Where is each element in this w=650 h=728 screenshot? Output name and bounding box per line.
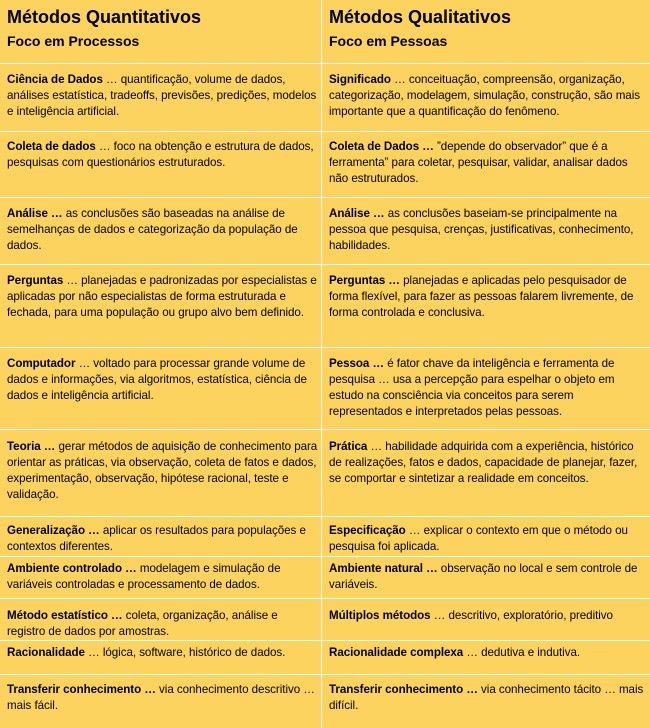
row-divider <box>0 429 650 430</box>
row-divider <box>0 674 650 675</box>
table-cell-left: Método estatístico … coleta, organização, análise e registro de dados por amostras. <box>7 609 278 638</box>
table-cell-left: Teoria … gerar métodos de aquisição de conhecimento para orientar as práticas, via observação, coleta de fatos e dados, experimentação, observação, hipótese racional, teste e validação. <box>7 440 318 501</box>
table-cell-right: Pessoa … é fator chave da inteligência e ferramenta de pesquisa … usa a percepção para espelhar o objeto em estudo na consciência via conceitos para serem representados e interpretados pelas pessoas. <box>329 357 615 418</box>
table-cell-left: Computador … voltado para processar grande volume de dados e informações, via algoritmos, estatística, ciência de dados e inteligência artificial. <box>7 357 307 402</box>
table-cell-right: Racionalidade complexa … dedutiva e indutiva. <box>329 646 581 659</box>
table-cell-right: Múltiplos métodos … descritivo, exploratório, preditivo <box>329 609 613 622</box>
table-cell-left: Transferir conhecimento … via conhecimento descritivo … mais fácil. <box>7 683 315 712</box>
row-divider <box>0 131 650 132</box>
table-cell-right: Transferir conhecimento … via conhecimento tácito … mais difícil. <box>329 683 644 712</box>
row-divider <box>0 556 650 557</box>
table-cell-right: Especificação … explicar o contexto em que o método ou pesquisa foi aplicada. <box>329 524 628 553</box>
right-column-title: Métodos Qualitativos <box>329 7 512 27</box>
row-divider <box>0 197 650 198</box>
left-column-subtitle: Foco em Processos <box>7 33 140 49</box>
table-cell-left: Análise … as conclusões são baseadas na análise de semelhanças de dados e categorização da população de dados. <box>7 207 298 252</box>
table-cell-left: Ambiente controlado … modelagem e simulação de variáveis controladas e processamento de dados. <box>7 562 281 591</box>
table-cell-right: Significado … conceituação, compreensão, organização, categorização, modelagem, simulação, construção, são mais importante que a quantificação do fenômeno. <box>329 73 640 118</box>
row-divider <box>0 63 650 64</box>
row-divider <box>0 598 650 599</box>
table-cell-left: Ciência de Dados … quantificação, volume de dados, análises estatística, tradeoffs, previsões, predições, modelos e inteligência artificial. <box>7 73 317 118</box>
table-cell-right: Prática … habilidade adquirida com a experiência, histórico de realizações, fatos e dados, capacidade de planejar, fazer, se comportar e sintetizar a realidade em conceitos. <box>329 440 638 485</box>
table-cell-right: Ambiente natural … observação no local e sem controle de variáveis. <box>329 562 638 591</box>
table-cell-left: Coleta de dados … foco na obtenção e estrutura de dados, pesquisas com questionários estruturados. <box>7 140 314 169</box>
table-cell-right: Perguntas … planejadas e aplicadas pelo pesquisador de forma flexível, para fazer as pessoas falarem livremente, de forma controlada e conclusiva. <box>329 274 634 319</box>
row-divider <box>0 264 650 265</box>
column-divider <box>321 0 322 728</box>
row-divider <box>0 516 650 517</box>
left-column-title: Métodos Quantitativos <box>7 7 202 27</box>
right-column-subtitle: Foco em Pessoas <box>329 33 448 49</box>
row-divider <box>0 640 650 641</box>
table-cell-right: Análise … as conclusões baseiam-se principalmente na pessoa que pesquisa, crenças, justificativas, conhecimento, habilidades. <box>329 207 634 252</box>
table-cell-left: Generalização … aplicar os resultados para populações e contextos diferentes. <box>7 524 306 553</box>
table-cell-right: Coleta de Dados … ”depende do observador” que é a ferramenta” para coletar, pesquisar, validar, analisar dados não estruturados. <box>329 140 628 185</box>
row-divider <box>0 347 650 348</box>
table-cell-left: Perguntas … planejadas e padronizadas por especialistas e aplicadas por não especialistas de forma estruturada e fechada, para uma população ou grupo alvo bem definido. <box>7 274 317 319</box>
table-cell-left: Racionalidade … lógica, software, histórico de dados. <box>7 646 286 659</box>
